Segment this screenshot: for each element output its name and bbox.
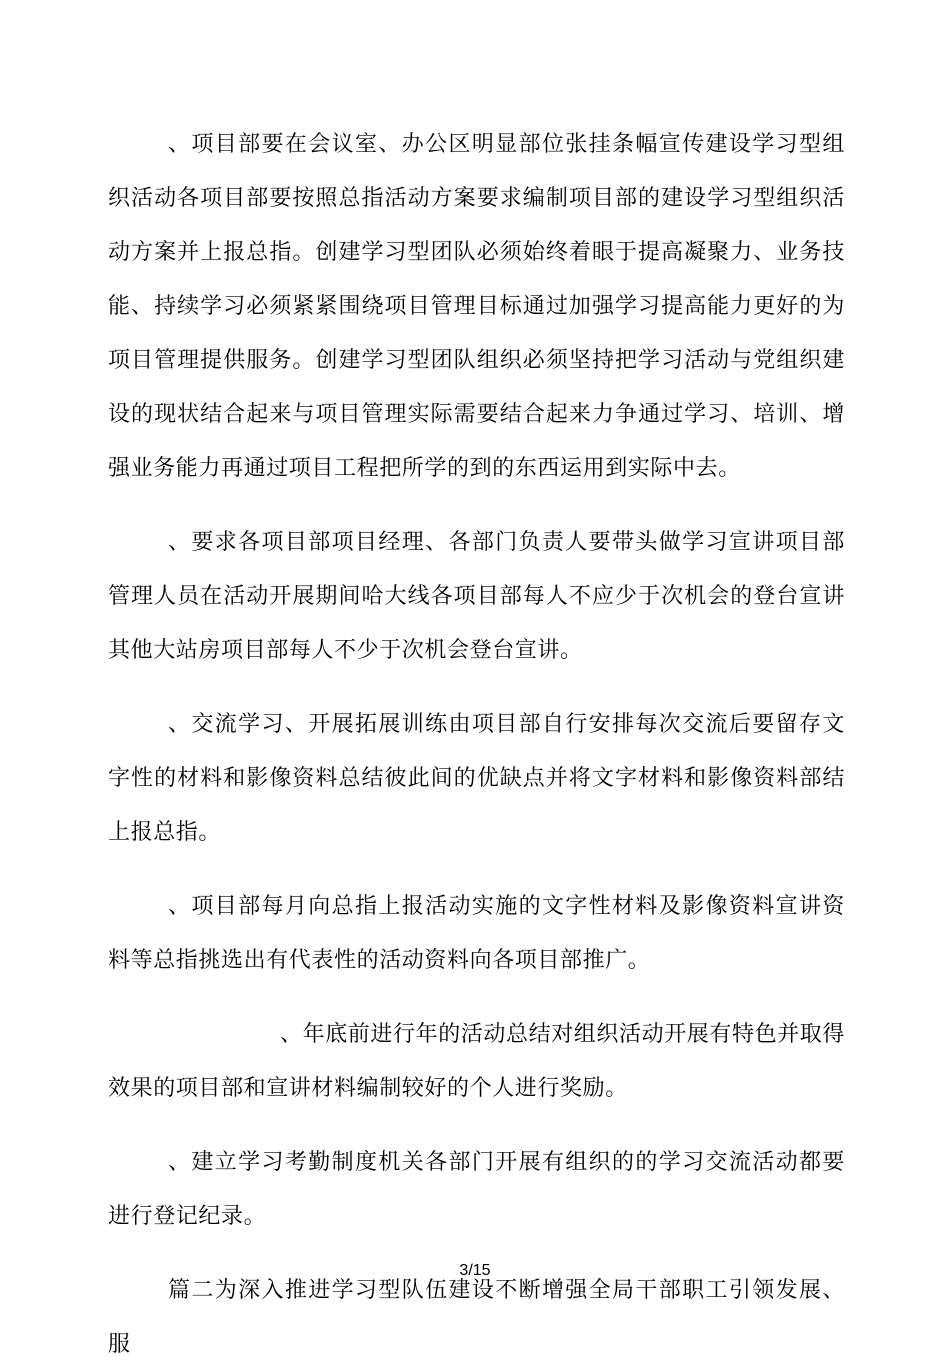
page-number: 3/15 [459, 1262, 491, 1279]
paragraph-item-1: 、项目部要在会议室、办公区明显部位张挂条幅宣传建设学习型组织活动各项目部要按照总指活动方案要求编制项目部的建设学习型组织活动方案并上报总指。创建学习型团队必须始终着眼于提高凝聚力、业务技能、持续学习必须紧紧围绕项目管理目标通过加强学习提高能力更好的为项目管理提供服务。创建学习型团队组织必须坚持把学习活动与党组织建设的现状结合起来与项目管理实际需要结合起来力争通过学习、培训、增强业务能力再通过项目工程把所学的到的东西运用到实际中去。 [108, 132, 845, 481]
paragraph-item-7: 篇二为深入推进学习型队伍建设不断增强全局干部职工引领发展、服 [108, 1278, 845, 1357]
paragraph-item-5: 、年底前进行年的活动总结对组织活动开展有特色并取得效果的项目部和宣讲材料编制较好的个人进行奖励。 [108, 1022, 846, 1101]
paragraph-item-4: 、项目部每月向总指上报活动实施的文字性材料及影像资料宣讲资料等总指挑选出有代表性的活动资料向各项目部推广。 [108, 894, 845, 973]
paragraph-item-2: 、要求各项目部项目经理、各部门负责人要带头做学习宣讲项目部管理人员在活动开展期间哈大线各项目部每人不应少于次机会的登台宣讲其他大站房项目部每人不少于次机会登台宣讲。 [108, 530, 845, 663]
document-body [108, 118, 845, 1372]
paragraph-item-3: 、交流学习、开展拓展训练由项目部自行安排每次交流后要留存文字性的材料和影像资料总结彼此间的优缺点并将文字材料和影像资料部结上报总指。 [108, 712, 845, 845]
paragraph-item-6: 、建立学习考勤制度机关各部门开展有组织的的学习交流活动都要进行登记纪录。 [108, 1150, 845, 1229]
